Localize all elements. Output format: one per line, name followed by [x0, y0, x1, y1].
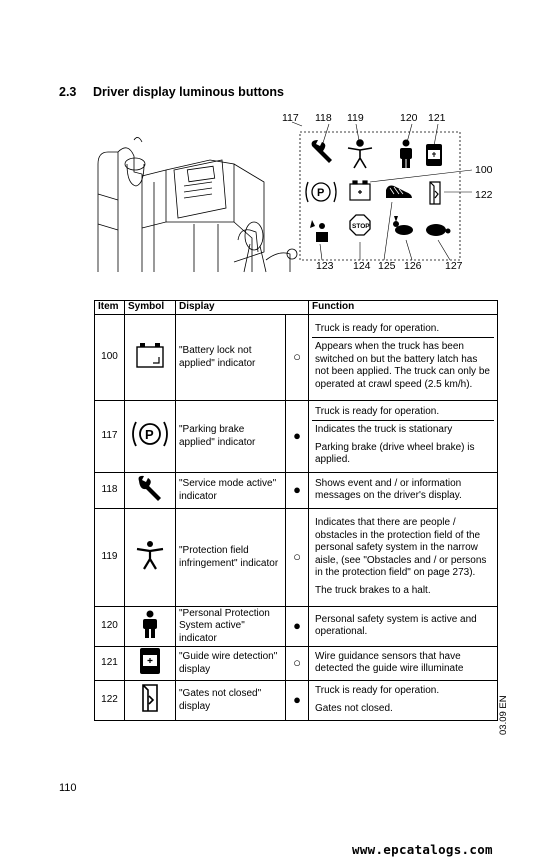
callout-121: 121 [428, 112, 446, 124]
header-display: Display [176, 301, 309, 315]
function-text: Indicates that there are people / obstacles in the protection field of the personal safety system in the narrow aisle, (see "Obstacles and / or persons in the protection field" on page 273). [315, 517, 487, 578]
item-number: 121 [95, 647, 125, 681]
table-row [95, 315, 498, 401]
function-cell [309, 315, 498, 401]
display-label: "Service mode active" indicator [176, 473, 286, 509]
display-label: "Parking brake applied" indicator [176, 401, 286, 473]
function-text: Gates not closed. [315, 702, 393, 714]
function-text: Appears when the truck has been switched on but the battery latch has not been applied. The truck can only be operated at crawl speed (2.5 km/h). [312, 337, 494, 393]
gate-icon [125, 681, 176, 721]
function-text: Truck is ready for operation. [315, 322, 440, 334]
light-filled-icon: ● [286, 401, 309, 473]
shoe-icon [386, 186, 412, 199]
table-header-row [95, 301, 498, 315]
table-row [95, 509, 498, 607]
battery-icon [350, 181, 370, 200]
table-row [95, 681, 498, 721]
callout-124: 124 [353, 260, 371, 272]
section-number: 2.3 [59, 85, 77, 99]
version-label: 03.09 EN [498, 695, 509, 735]
item-number: 119 [95, 509, 125, 607]
light-hollow-icon: ○ [286, 509, 309, 607]
display-label: "Personal Protection System active" indicator [176, 607, 286, 647]
header-item: Item [95, 301, 125, 315]
light-hollow-icon: ○ [286, 647, 309, 681]
display-panel-figure [94, 112, 474, 282]
parking-brake-icon [306, 182, 336, 202]
light-filled-icon: ● [286, 681, 309, 721]
svg-text:P: P [145, 427, 154, 443]
function-text: Wire guidance sensors that have detected the guide wire illuminate [315, 650, 464, 674]
person-icon [125, 607, 176, 647]
function-text: Truck is ready for operation. [315, 405, 440, 417]
light-hollow-icon: ○ [286, 315, 309, 401]
table-row [95, 607, 498, 647]
table-row [95, 473, 498, 509]
display-label: "Gates not closed" display [176, 681, 286, 721]
item-number: 120 [95, 607, 125, 647]
wrench-icon [312, 140, 332, 163]
section-heading [59, 85, 284, 99]
svg-text:STOP: STOP [352, 223, 370, 230]
svg-text:P: P [317, 187, 325, 199]
callout-127: 127 [445, 260, 463, 272]
display-label: "Protection field infringement" indicator [176, 509, 286, 607]
function-text: Truck is ready for operation. [315, 685, 440, 696]
table-row [95, 647, 498, 681]
item-number: 100 [95, 315, 125, 401]
function-text: The truck brakes to a halt. [315, 584, 431, 596]
truck-console-drawing [98, 137, 297, 272]
turtle-icon [426, 224, 451, 236]
stop-icon [350, 215, 370, 235]
function-cell [309, 401, 498, 473]
function-cell [309, 509, 498, 607]
page-number: 110 [59, 782, 77, 794]
footer-url: www.epcatalogs.com [352, 842, 493, 857]
person-icon [400, 140, 412, 169]
header-function: Function [309, 301, 498, 315]
table-row [95, 401, 498, 473]
person-arms-out-icon [348, 140, 372, 168]
rabbit-icon [393, 216, 413, 235]
battery-icon [125, 315, 176, 401]
callout-125: 125 [378, 260, 396, 272]
parking-brake-icon [125, 401, 176, 473]
callout-126: 126 [404, 260, 422, 272]
callout-122: 122 [475, 189, 493, 201]
service-person-icon [310, 220, 328, 242]
callout-118: 118 [315, 112, 332, 124]
wrench-icon [125, 473, 176, 509]
section-title: Driver display luminous buttons [93, 85, 284, 99]
item-number: 122 [95, 681, 125, 721]
display-label: "Battery lock not applied" indicator [176, 315, 286, 401]
display-label: "Guide wire detection" display [176, 647, 286, 681]
light-filled-icon: ● [286, 607, 309, 647]
item-number: 118 [95, 473, 125, 509]
guide-wire-icon [125, 647, 176, 681]
function-cell [309, 607, 498, 647]
guide-wire-icon [426, 144, 442, 166]
function-text: Indicates the truck is stationary [312, 420, 494, 439]
callout-100: 100 [475, 164, 493, 176]
function-text: Shows event and / or information messages on the driver's display. [315, 477, 462, 501]
callout-119: 119 [347, 112, 364, 124]
function-cell [309, 647, 498, 681]
function-text: Personal safety system is active and operational. [315, 613, 477, 637]
callout-117: 117 [282, 112, 299, 124]
light-filled-icon: ● [286, 473, 309, 509]
function-cell [309, 681, 498, 721]
gate-icon [430, 182, 440, 204]
item-number: 117 [95, 401, 125, 473]
header-symbol: Symbol [125, 301, 176, 315]
callout-120: 120 [400, 112, 418, 124]
person-arms-out-icon [125, 509, 176, 607]
callout-123: 123 [316, 260, 334, 272]
function-cell [309, 473, 498, 509]
indicator-table [94, 300, 498, 721]
function-text: Parking brake (drive wheel brake) is applied. [315, 441, 475, 465]
